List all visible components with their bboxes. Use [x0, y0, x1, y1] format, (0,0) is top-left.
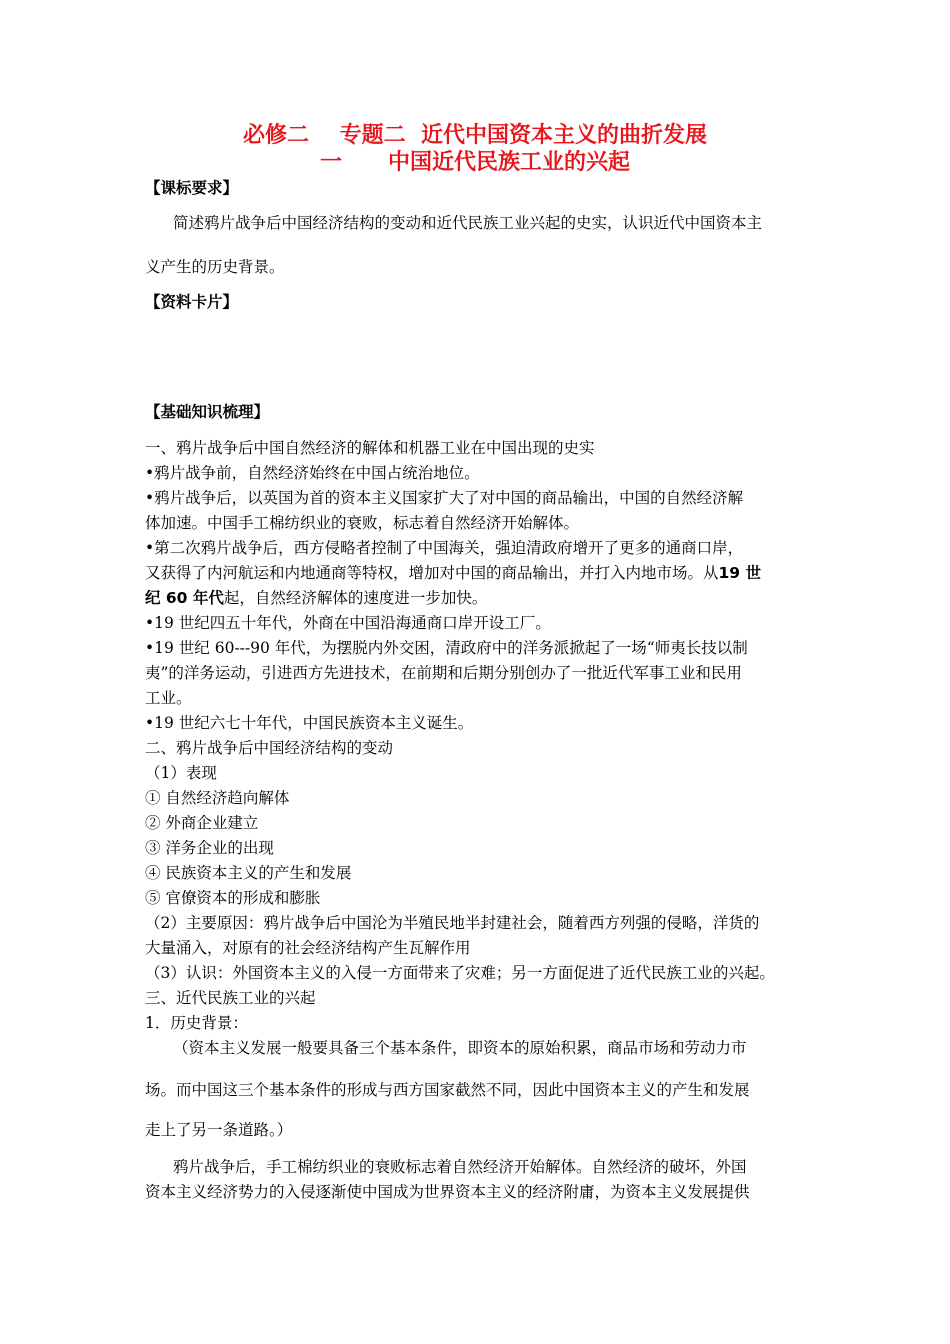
- bullet-item-cont: [145, 588, 825, 608]
- list-item: ⑤ 官僚资本的形成和膨胀: [145, 889, 321, 907]
- document-title: 必修二 专题二 近代中国资本主义的曲折发展: [243, 122, 707, 148]
- list-item: ③ 洋务企业的出现: [145, 839, 274, 857]
- emphasis-text: 19 世: [718, 564, 761, 582]
- section-title: 二、鸦片战争后中国经济结构的变动: [145, 739, 394, 757]
- paragraph-line: 场。而中国这三个基本条件的形成与西方国家截然不同，因此中国资本主义的产生和发展: [145, 1081, 750, 1099]
- paragraph-line: 资本主义经济势力的入侵逐渐使中国成为世界资本主义的经济附庸，为资本主义发展提供: [145, 1183, 750, 1201]
- bullet-item-cont: [145, 563, 825, 583]
- paragraph-line: 1．历史背景：: [145, 1014, 248, 1032]
- bullet-item: •鸦片战争前，自然经济始终在中国占统治地位。: [145, 464, 480, 482]
- emphasis-text: 纪 60 年代: [145, 589, 224, 607]
- paragraph-line: （3）认识：外国资本主义的入侵一方面带来了灾难；另一方面促进了近代民族工业的兴起。: [145, 964, 775, 982]
- paragraph-line: （2）主要原因：鸦片战争后中国沦为半殖民地半封建社会，随着西方列强的侵略，洋货的: [145, 914, 760, 932]
- bullet-item: •鸦片战争后，以英国为首的资本主义国家扩大了对中国的商品输出，中国的自然经济解: [145, 489, 744, 507]
- bullet-item: •第二次鸦片战争后，西方侵略者控制了中国海关，强迫清政府增开了更多的通商口岸，: [145, 539, 744, 557]
- bullet-item-cont: 工业。: [145, 689, 192, 707]
- bullet-item: •19 世纪四五十年代，外商在中国沿海通商口岸开设工厂。: [145, 614, 551, 632]
- heading-basics: 【基础知识梳理】: [145, 402, 270, 421]
- document-subtitle: 一 中国近代民族工业的兴起: [320, 149, 630, 175]
- bullet-item: •19 世纪六七十年代，中国民族资本主义诞生。: [145, 714, 474, 732]
- heading-cards: 【资料卡片】: [145, 292, 239, 311]
- bullet-item: •19 世纪 60---90 年代，为摆脱内外交困，清政府中的洋务派掀起了一场“师夷长技以制: [145, 639, 748, 657]
- bullet-item-cont: 体加速。中国手工棉纺织业的衰败，标志着自然经济开始解体。: [145, 514, 580, 532]
- paragraph-line: 义产生的历史背景。: [145, 258, 285, 276]
- list-item: ② 外商企业建立: [145, 814, 259, 832]
- list-item: ④ 民族资本主义的产生和发展: [145, 864, 352, 882]
- section-title: 一、鸦片战争后中国自然经济的解体和机器工业在中国出现的史实: [145, 439, 595, 457]
- section-title: 三、近代民族工业的兴起: [145, 989, 316, 1007]
- paragraph-line: 鸦片战争后，手工棉纺织业的衰败标志着自然经济开始解体。自然经济的破坏，外国: [173, 1158, 747, 1176]
- bullet-item-cont: 夷”的洋务运动，引进西方先进技术，在前期和后期分别创办了一批近代军事工业和民用: [145, 664, 742, 682]
- heading-curriculum: 【课标要求】: [145, 178, 239, 197]
- text-run: 起，自然经济解体的速度进一步加快。: [223, 589, 488, 607]
- paragraph-line: （1）表现: [145, 764, 217, 782]
- paragraph-line: （资本主义发展一般要具备三个基本条件，即资本的原始积累，商品市场和劳动力市: [173, 1039, 747, 1057]
- paragraph-line: 简述鸦片战争后中国经济结构的变动和近代民族工业兴起的史实，认识近代中国资本主: [173, 214, 763, 232]
- paragraph-line: 大量涌入，对原有的社会经济结构产生瓦解作用: [145, 939, 471, 957]
- text-run: 又获得了内河航运和内地通商等特权，增加对中国的商品输出，并打入内地市场。从: [145, 564, 719, 582]
- paragraph-line: 走上了另一条道路。）: [145, 1121, 293, 1139]
- list-item: ① 自然经济趋向解体: [145, 789, 290, 807]
